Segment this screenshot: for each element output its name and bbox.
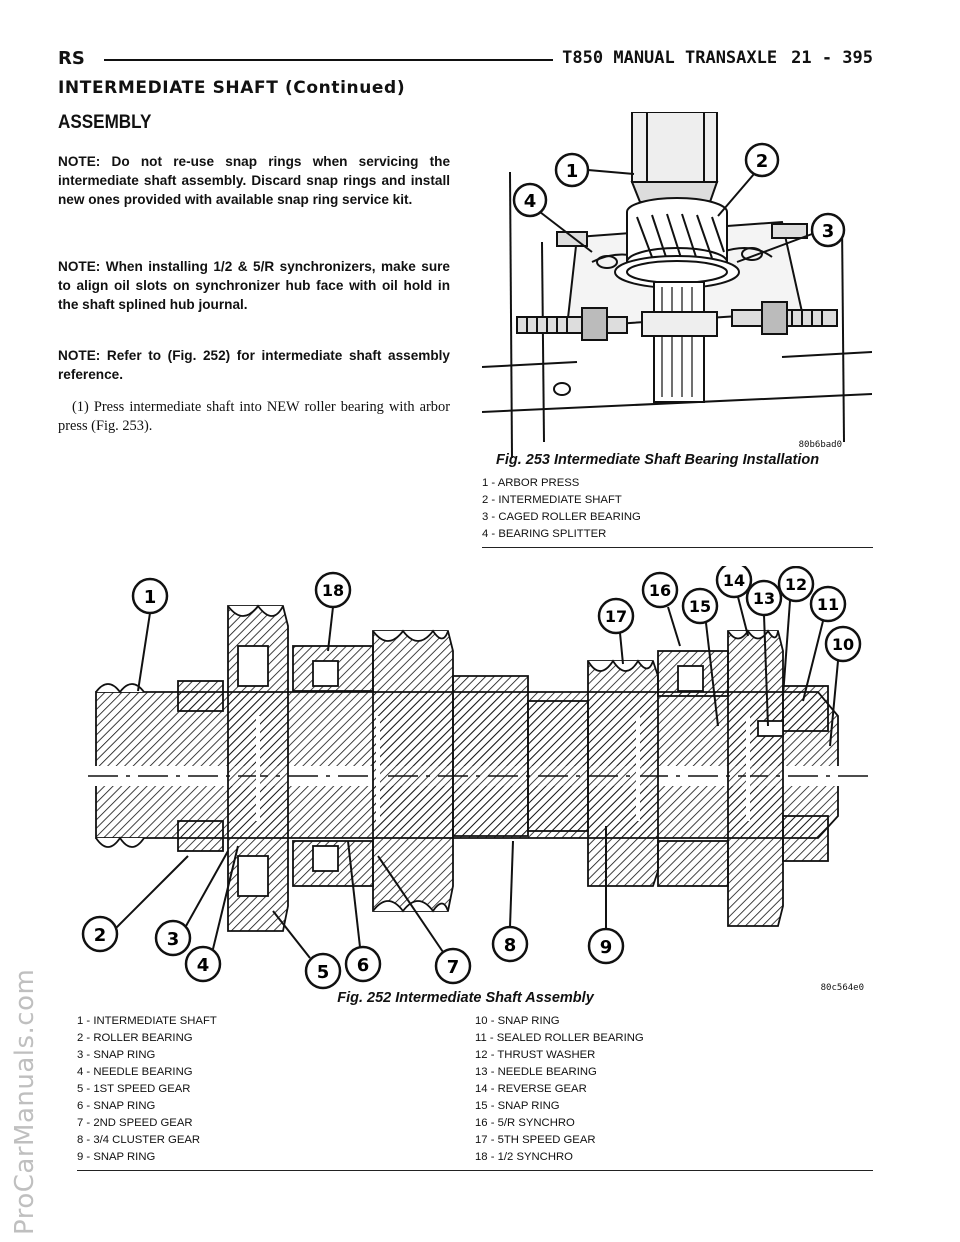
legend-252-item: 2 - ROLLER BEARING	[77, 1032, 193, 1044]
fig-253-code: 80b6bad0	[798, 440, 842, 450]
legend-252-item: 11 - SEALED ROLLER BEARING	[475, 1032, 644, 1044]
callout-2-label: 2	[755, 151, 769, 172]
callout-1	[556, 154, 634, 186]
legend-252-item: 8 - 3/4 CLUSTER GEAR	[77, 1134, 201, 1146]
fig-253-caption: Fig. 253 Intermediate Shaft Bearing Installation	[496, 452, 820, 468]
legend-252-item: 7 - 2ND SPEED GEAR	[77, 1117, 193, 1129]
callout-17	[599, 599, 633, 664]
note-synchronizers: NOTE: When installing 1/2 & 5/R synchronizers, make sure to align oil slots on synchronizer hub face with oil hold in the shaft splined hub journal.	[58, 259, 450, 312]
callout-6-label: 6	[356, 955, 370, 976]
callout-14	[717, 566, 751, 636]
callout-7-label: 7	[446, 957, 460, 978]
callout-4-label: 4	[196, 955, 210, 976]
fig-252-code: 80c564e0	[820, 983, 864, 993]
legend-253-item: 2 - INTERMEDIATE SHAFT	[482, 494, 622, 506]
header-title-block	[562, 48, 873, 68]
legend-252-item: 1 - INTERMEDIATE SHAFT	[77, 1015, 217, 1027]
legend-252-item: 9 - SNAP RING	[77, 1151, 156, 1163]
legend-253-item: 1 - ARBOR PRESS	[482, 477, 580, 489]
callout-4-label: 4	[523, 191, 537, 212]
legend-252-item: 14 - REVERSE GEAR	[475, 1083, 587, 1095]
fig-253-legend	[482, 475, 873, 548]
header-title: T850 MANUAL TRANSAXLE	[562, 48, 778, 68]
callout-1	[133, 579, 167, 691]
callout-8	[493, 841, 527, 961]
callout-10-label: 10	[831, 635, 855, 654]
legend-253-item: 3 - CAGED ROLLER BEARING	[482, 511, 641, 523]
callout-4	[514, 184, 592, 252]
watermark: ProCarManuals.com	[10, 968, 40, 1235]
callout-3-label: 3	[821, 221, 835, 242]
legend-252-item: 5 - 1ST SPEED GEAR	[77, 1083, 191, 1095]
fig-252-caption: Fig. 252 Intermediate Shaft Assembly	[337, 990, 594, 1006]
callout-11-label: 11	[816, 595, 840, 614]
callout-15-label: 15	[688, 597, 712, 616]
callout-3	[156, 851, 228, 955]
callout-1-label: 1	[565, 161, 579, 182]
page-header	[58, 44, 873, 74]
legend-252-item: 3 - SNAP RING	[77, 1049, 156, 1061]
header-section-code: RS	[58, 48, 85, 69]
legend-252-item: 18 - 1/2 SYNCHRO	[475, 1151, 573, 1163]
callout-2-label: 2	[93, 925, 107, 946]
step-1: (1) Press intermediate shaft into NEW roller bearing with arbor press (Fig. 253).	[58, 399, 450, 434]
callout-18-label: 18	[321, 581, 345, 600]
legend-252-item: 4 - NEEDLE BEARING	[77, 1066, 193, 1078]
legend-252-item: 10 - SNAP RING	[475, 1015, 560, 1027]
callout-3-label: 3	[166, 929, 180, 950]
callout-18	[316, 573, 350, 651]
fig-253-illustration	[482, 112, 872, 458]
callout-17-label: 17	[604, 607, 628, 626]
legend-253-item: 4 - BEARING SPLITTER	[482, 528, 607, 540]
callout-5	[273, 911, 340, 988]
callout-5-label: 5	[316, 962, 330, 983]
fig-252-legend	[77, 1013, 873, 1171]
fig-252-illustration	[78, 566, 874, 994]
callout-1-label: 1	[143, 587, 157, 608]
callout-2	[718, 144, 778, 216]
callout-8-label: 8	[503, 935, 517, 956]
legend-252-item: 6 - SNAP RING	[77, 1100, 156, 1112]
callout-12-label: 12	[784, 575, 808, 594]
legend-252-item: 16 - 5/R SYNCHRO	[475, 1117, 575, 1129]
subsection-heading: ASSEMBLY	[58, 112, 152, 133]
legend-252-right-column	[475, 1013, 873, 1166]
page-number: 21 - 395	[791, 48, 873, 68]
note-reference: NOTE: Refer to (Fig. 252) for intermediate shaft assembly reference.	[58, 348, 450, 382]
legend-252-left-column	[77, 1013, 475, 1166]
section-title: INTERMEDIATE SHAFT (Continued)	[58, 78, 406, 98]
callout-16-label: 16	[648, 581, 672, 600]
header-rule	[104, 59, 553, 61]
callout-14-label: 14	[722, 571, 746, 590]
legend-252-item: 15 - SNAP RING	[475, 1100, 560, 1112]
callout-10	[826, 627, 860, 746]
callout-13-label: 13	[752, 589, 776, 608]
legend-252-item: 13 - NEEDLE BEARING	[475, 1066, 597, 1078]
callout-16	[643, 573, 680, 646]
legend-252-item: 17 - 5TH SPEED GEAR	[475, 1134, 596, 1146]
note-snap-rings: NOTE: Do not re-use snap rings when servicing the intermediate shaft assembly. Discard snap rings and install new ones provided with available snap ring service kit.	[58, 154, 450, 207]
callout-9-label: 9	[599, 937, 613, 958]
legend-252-item: 12 - THRUST WASHER	[475, 1049, 596, 1061]
callout-12	[779, 567, 813, 696]
